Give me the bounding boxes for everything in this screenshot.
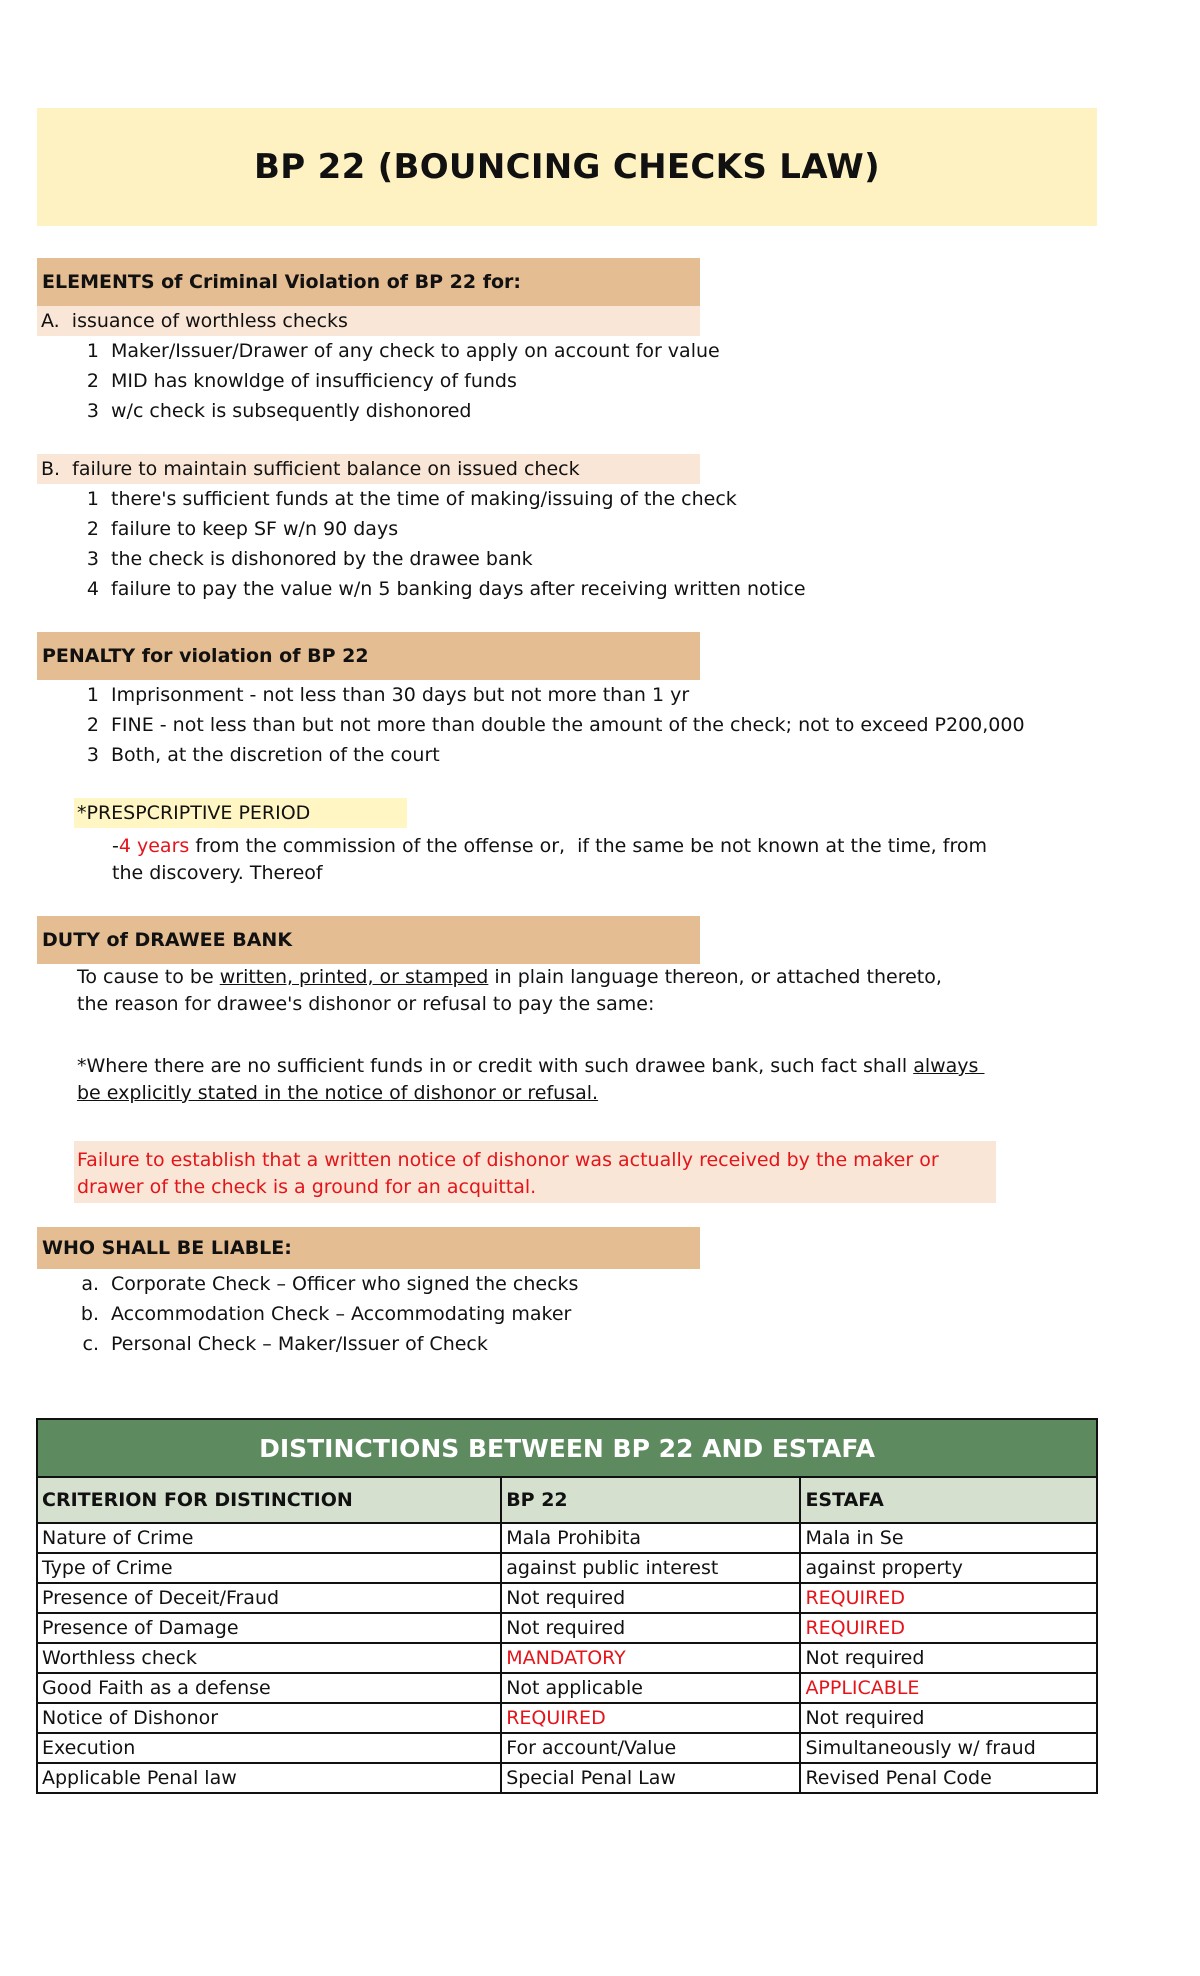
duty-header: DUTY of DRAWEE BANK (37, 916, 700, 964)
penalty-header: PENALTY for violation of BP 22 (37, 632, 700, 680)
table-row (37, 1643, 1097, 1673)
table-row (37, 1703, 1097, 1733)
table-cell-bp22: Not required (501, 1583, 800, 1613)
table-cell-bp22: Mala Prohibita (501, 1523, 800, 1553)
elements-b-item: 1 there's sufficient funds at the time of making/issuing of the check (86, 488, 737, 510)
table-row (37, 1583, 1097, 1613)
table-title: DISTINCTIONS BETWEEN BP 22 AND ESTAFA (37, 1419, 1097, 1477)
table-cell-bp22: Not applicable (501, 1673, 800, 1703)
acquittal-note-line2: drawer of the check is a ground for an acquittal. (77, 1176, 537, 1198)
table-cell-estafa: against property (800, 1553, 1097, 1583)
table-cell-criterion: Worthless check (37, 1643, 501, 1673)
table-header-estafa: ESTAFA (800, 1477, 1097, 1523)
table-header-bp22: BP 22 (501, 1477, 800, 1523)
duty-paragraph-2: *Where there are no sufficient funds in or credit with such drawee bank, such fact shall always (77, 1055, 985, 1077)
table-cell-bp22: For account/Value (501, 1733, 800, 1763)
table-cell-estafa: APPLICABLE (800, 1673, 1097, 1703)
table-row (37, 1673, 1097, 1703)
table-row (37, 1763, 1097, 1793)
elements-a-marker: A. (41, 310, 60, 332)
table-cell-bp22: MANDATORY (501, 1643, 800, 1673)
table-cell-criterion: Type of Crime (37, 1553, 501, 1583)
elements-a-item: 3 w/c check is subsequently dishonored (86, 400, 472, 422)
page-title: BP 22 (BOUNCING CHECKS LAW) (254, 147, 880, 187)
table-cell-estafa: REQUIRED (800, 1583, 1097, 1613)
table-header-criterion: CRITERION FOR DISTINCTION (37, 1477, 501, 1523)
table-row (37, 1613, 1097, 1643)
table-cell-estafa: Mala in Se (800, 1523, 1097, 1553)
title-band (37, 108, 1097, 226)
table-cell-bp22: Special Penal Law (501, 1763, 800, 1793)
prescriptive-label: *PRESPCRIPTIVE PERIOD (77, 802, 311, 824)
acquittal-note: Failure to establish that a written notice of dishonor was actually received by the maker or (77, 1149, 939, 1171)
table-cell-estafa: REQUIRED (800, 1613, 1097, 1643)
table-cell-bp22: Not required (501, 1613, 800, 1643)
elements-a-heading (41, 309, 348, 333)
elements-b-marker: B. (41, 458, 61, 480)
elements-a-item: 1 Maker/Issuer/Drawer of any check to apply on account for value (86, 340, 720, 362)
table-cell-estafa: Revised Penal Code (800, 1763, 1097, 1793)
penalty-item: 3 Both, at the discretion of the court (86, 744, 440, 766)
table-row (37, 1523, 1097, 1553)
liable-header: WHO SHALL BE LIABLE: (37, 1227, 700, 1269)
distinctions-table (36, 1418, 1098, 1794)
duty-paragraph-2-line2: be explicitly stated in the notice of dishonor or refusal. (77, 1082, 599, 1104)
table-row (37, 1553, 1097, 1583)
elements-b-heading (41, 457, 580, 481)
duty-paragraph-1: To cause to be written, printed, or stamped in plain language thereon, or attached thereto, (77, 966, 942, 988)
table-body (37, 1523, 1097, 1793)
table-cell-criterion: Execution (37, 1733, 501, 1763)
elements-b-label: failure to maintain sufficient balance on issued check (72, 458, 580, 480)
table-cell-criterion: Nature of Crime (37, 1523, 501, 1553)
elements-b-item: 4 failure to pay the value w/n 5 banking days after receiving written notice (86, 578, 806, 600)
table-cell-estafa: Simultaneously w/ fraud (800, 1733, 1097, 1763)
table-row (37, 1733, 1097, 1763)
table-cell-bp22: REQUIRED (501, 1703, 800, 1733)
duty-paragraph-1-line2: the reason for drawee's dishonor or refusal to pay the same: (77, 993, 655, 1015)
elements-a-label: issuance of worthless checks (71, 310, 348, 332)
table-cell-criterion: Presence of Deceit/Fraud (37, 1583, 501, 1613)
table-cell-bp22: against public interest (501, 1553, 800, 1583)
liable-item: b. Accommodation Check – Accommodating maker (80, 1303, 572, 1325)
liable-item: a. Corporate Check – Officer who signed the checks (81, 1273, 579, 1295)
table-cell-criterion: Notice of Dishonor (37, 1703, 501, 1733)
prescriptive-text-line2: the discovery. Thereof (112, 862, 323, 884)
table-cell-criterion: Applicable Penal law (37, 1763, 501, 1793)
prescriptive-text: -4 years from the commission of the offense or, if the same be not known at the time, from (112, 835, 987, 857)
elements-b-item: 2 failure to keep SF w/n 90 days (86, 518, 399, 540)
table-cell-estafa: Not required (800, 1703, 1097, 1733)
penalty-item: 2 FINE - not less than but not more than double the amount of the check; not to exceed P200,000 (86, 714, 1025, 736)
elements-b-item: 3 the check is dishonored by the drawee bank (86, 548, 533, 570)
table-cell-estafa: Not required (800, 1643, 1097, 1673)
penalty-item: 1 Imprisonment - not less than 30 days but not more than 1 yr (86, 684, 690, 706)
elements-header: ELEMENTS of Criminal Violation of BP 22 for: (37, 258, 700, 306)
elements-a-item: 2 MID has knowldge of insufficiency of funds (86, 370, 517, 392)
liable-item: c. Personal Check – Maker/Issuer of Check (82, 1333, 488, 1355)
table-cell-criterion: Good Faith as a defense (37, 1673, 501, 1703)
table-cell-criterion: Presence of Damage (37, 1613, 501, 1643)
